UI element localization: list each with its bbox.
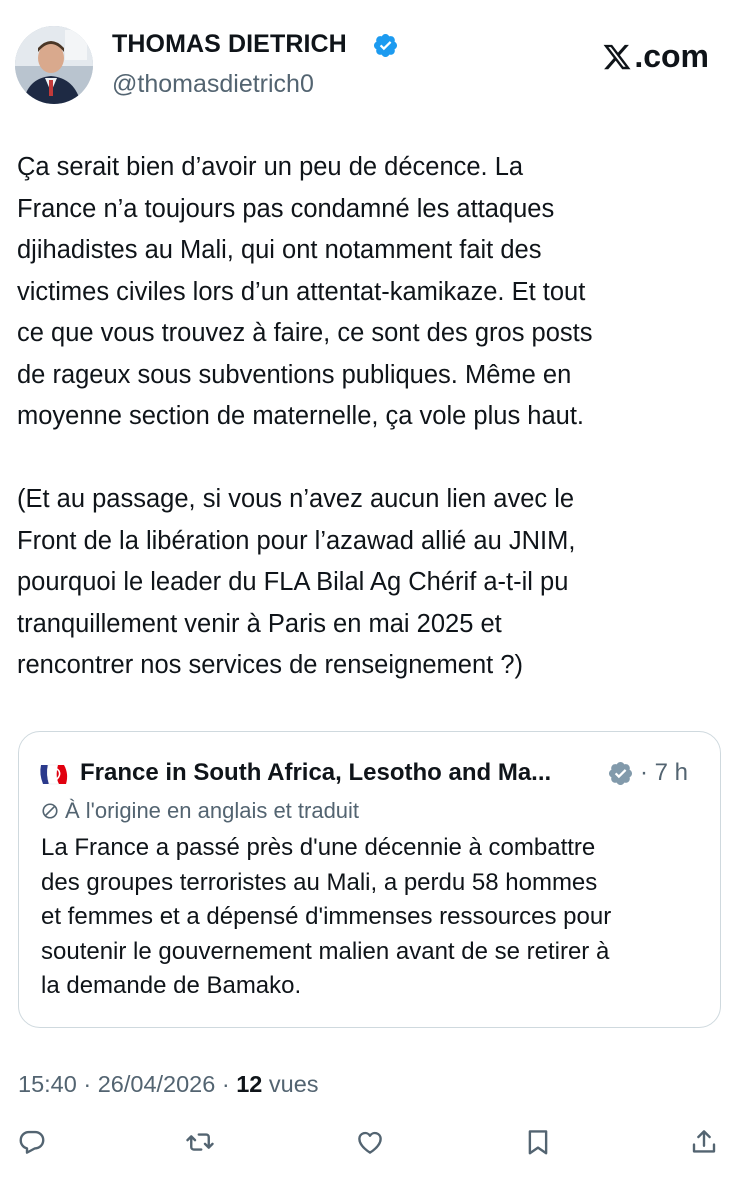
share-button[interactable]	[682, 1120, 726, 1164]
tweet-paragraph: (Et au passage, si vous n’avez aucun lien avec le Front de la libération pour l’azawad allié au JNIM, pourquoi le leader du FLA Bilal Ag Chérif a-t-il pu tranquillement venir à Paris en mai 2025 et rencontrer nos services de renseignement ?)	[17, 485, 576, 679]
tweet-meta	[18, 1071, 319, 1098]
government-badge-icon	[607, 760, 634, 787]
repost-icon	[185, 1127, 215, 1157]
repost-button[interactable]	[178, 1120, 222, 1164]
quoted-timestamp[interactable]: · 7 h	[640, 759, 689, 786]
bookmark-button[interactable]	[516, 1120, 560, 1164]
meta-separator: ·	[76, 1071, 98, 1097]
tweet-paragraph: Ça serait bien d’avoir un peu de décence. La France n’a toujours pas condamné les attaques djihadistes au Mali, qui ont notamment fait des victimes civiles lors d’un attentat-kamikaze. Et tout ce que vous trouvez à faire, ce sont des gros posts de rageux sous subventions publiques. Même en moyenne section de maternelle, ça vole plus haut.	[17, 153, 593, 430]
translation-label: À l'origine en anglais et traduit	[65, 798, 360, 823]
views-count: 12	[236, 1071, 263, 1097]
translate-icon	[41, 802, 59, 820]
like-button[interactable]	[348, 1120, 392, 1164]
tweet-time[interactable]: 15:40	[18, 1071, 77, 1097]
quoted-tweet-card[interactable]	[18, 731, 721, 1028]
author-avatar[interactable]	[15, 26, 93, 104]
reply-icon	[17, 1127, 47, 1157]
author-name[interactable]: THOMAS DIETRICH	[112, 30, 347, 58]
views-label: vues	[262, 1071, 319, 1097]
reply-button[interactable]	[10, 1120, 54, 1164]
french-embassy-logo-icon	[37, 757, 71, 791]
verified-badge-icon	[372, 32, 399, 59]
avatar-photo-icon	[15, 26, 93, 104]
quoted-tweet-text: La France a passé près d'une décennie à combattre des groupes terroristes au Mali, a perdu 58 hommes et femmes et a dépensé d'immenses ressources pour soutenir le gouvernement malien avant de se retirer à la demande de Bamako.	[41, 834, 612, 999]
site-domain: .com	[634, 38, 709, 74]
share-icon	[689, 1127, 719, 1157]
x-logo-icon	[602, 42, 632, 72]
site-brand	[602, 38, 709, 75]
tweet-date[interactable]: 26/04/2026	[97, 1071, 216, 1097]
quoted-author-name[interactable]: France in South Africa, Lesotho and Ma...	[80, 759, 552, 786]
tweet-text	[17, 147, 722, 728]
author-handle[interactable]: @thomasdietrich0	[112, 70, 314, 98]
bookmark-icon	[523, 1127, 553, 1157]
like-icon	[355, 1127, 385, 1157]
translation-notice[interactable]	[41, 798, 359, 824]
action-bar	[0, 1120, 737, 1166]
meta-separator: ·	[215, 1071, 237, 1097]
